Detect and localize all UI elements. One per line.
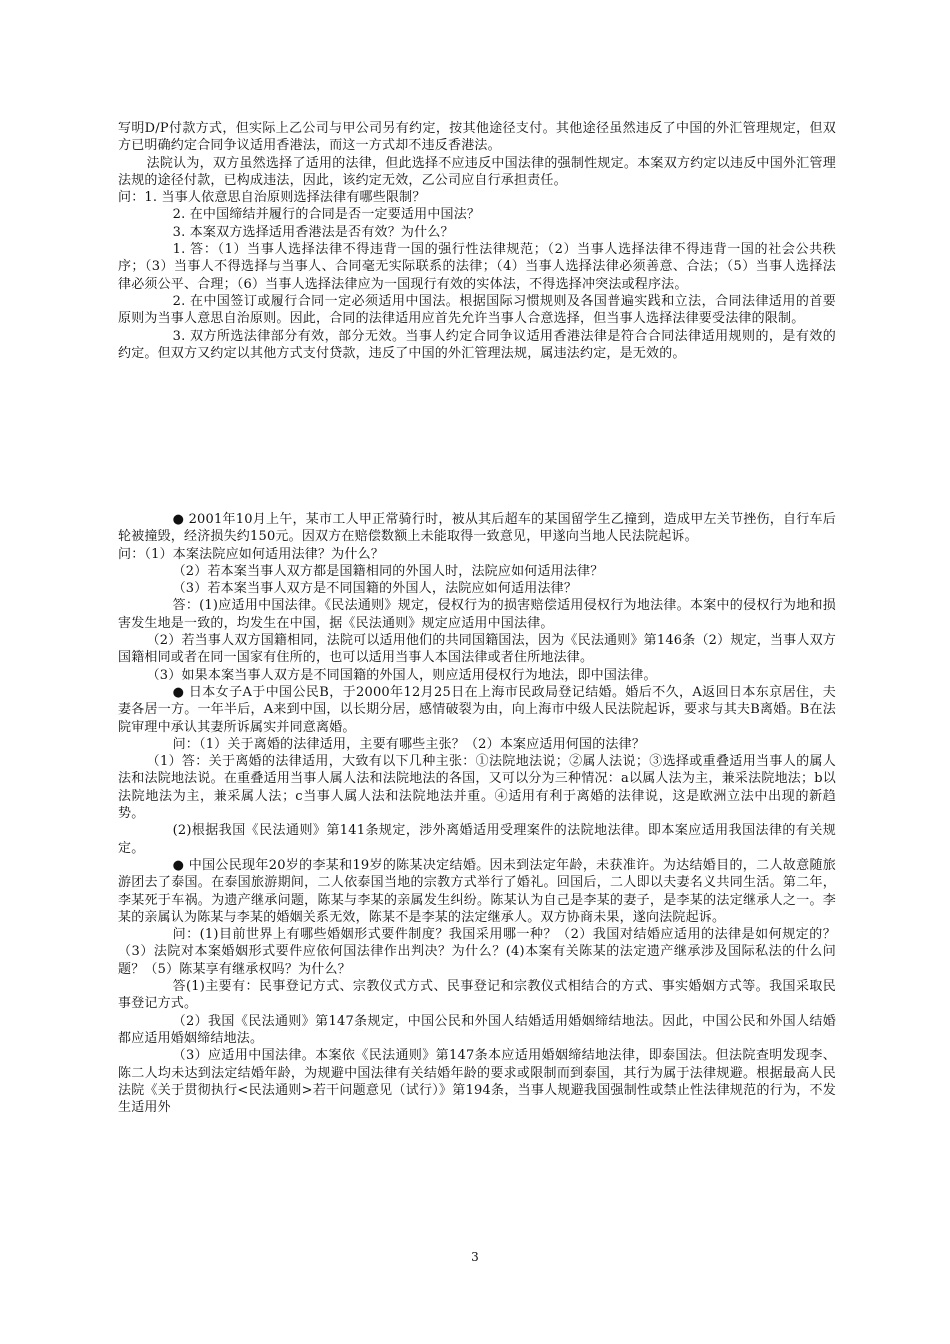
- case-paragraph: ● 中国公民现年20岁的李某和19岁的陈某决定结婚。因未到法定年龄，未获准许。为达结婚目的，二人故意随旅游团去了泰国。在泰国旅游期间，二人依泰国当地的宗教方式举行了婚礼。回国后，二人即以夫妻名义共同生活。第二年，李某死于车祸。为遗产继承问题，陈某与李某的亲属发生纠纷。陈某认为自己是李某的妻子，是李某的法定继承人之一。李某的亲属认为陈某与李某的婚姻关系无效，陈某不是李某的法定继承人。双方协商未果，遂向法院起诉。: [118, 857, 836, 925]
- answer-paragraph: （3）应适用中国法律。本案依《民法通则》第147条本应适用婚姻缔结地法律，即泰国法。但法院查明发现李、陈二人均未达到法定结婚年龄，为规避中国法律有关结婚年龄的要求或限制而到泰国，其行为属于法律规避。根据最高人民法院《关于贯彻执行<民法通则>若干问题意见（试行）》第194条，当事人规避我国强制性或禁止性法律规范的行为，不发生适用外: [118, 1048, 836, 1116]
- case-paragraph: ● 2001年10月上午，某市工人甲正常骑行时，被从其后超车的某国留学生乙撞到，造成甲左关节挫伤，自行车后轮被撞毁，经济损失约150元。因双方在赔偿数额上未能取得一致意见，甲遂向当地人民法院起诉。: [118, 512, 836, 545]
- question-line: 问：（1）本案法院应如何适用法律？为什么？: [118, 546, 384, 562]
- page-number: 3: [471, 1250, 479, 1264]
- answer-paragraph: （3）如果本案当事人双方是不同国籍的外国人，则应适用侵权行为地法，即中国法律。: [146, 667, 657, 683]
- question-line: 3. 本案双方选择适用香港法是否有效？为什么？: [172, 224, 454, 240]
- answer-paragraph: （1）答：关于离婚的法律适用，大致有以下几种主张：①法院地法说；②属人法说；③选择或重叠适用当事人的属人法和法院地法说。在重叠适用当事人属人法和法院地法的各国，又可以分为三种情况：a以属人法为主，兼采法院地法；b以法院地法为主，兼采属人法；c当事人属人法和法院地法并重。④适用有利于离婚的法律说，这是欧洲立法中出现的新趋势。: [118, 754, 836, 822]
- question-line: 2. 在中国缔结并履行的合同是否一定要适用中国法？: [172, 207, 481, 223]
- case-paragraph: ● 日本女子A于中国公民B，于2000年12月25日在上海市民政局登记结婚。婚后不久，A返回日本东京居住，夫妻各居一方。一年半后，A来到中国，以长期分居，感情破裂为由，向上海市中级人民法院起诉，要求与其夫B离婚。B在法院审理中承认其妻所诉属实并同意离婚。: [118, 684, 836, 735]
- question-line: （2）若本案当事人双方都是国籍相同的外国人时，法院应如何适用法律？: [172, 563, 604, 579]
- question-line: 问：（1）关于离婚的法律适用，主要有哪些主张？（2）本案应适用何国的法律？: [172, 736, 646, 752]
- answer-paragraph: (2)根据我国《民法通则》第141条规定，涉外离婚适用受理案件的法院地法律。即本案应适用我国法律的有关规定。: [118, 823, 836, 856]
- section-b: [118, 511, 836, 1116]
- answer-paragraph: 答(1)主要有：民事登记方式、宗教仪式方式、民事登记和宗教仪式相结合的方式、事实婚姻方式等。我国采取民事登记方式。: [118, 979, 836, 1012]
- answer-paragraph: 1. 答：（1）当事人选择法律不得违背一国的强行性法律规范；（2）当事人选择法律不得违背一国的社会公共秩序；（3）当事人不得选择与当事人、合同毫无实际联系的法律；（4）当事人选择法律必须善意、合法；（5）当事人选择法律必须公平、合理；（6）当事人选择法律应为一国现行有效的实体法，不得选择冲突法或程序法。: [118, 242, 836, 292]
- answer-paragraph: 答：(1)应适用中国法律。《民法通则》规定，侵权行为的损害赔偿适用侵权行为地法律。本案中的侵权行为地和损害发生地是一致的，均发生在中国，据《民法通则》规定应适用中国法律。: [118, 598, 836, 631]
- paragraph: 写明D/P付款方式，但实际上乙公司与甲公司另有约定，按其他途径支付。其他途径虽然违反了中国的外汇管理规定，但双方已明确约定合同争议适用香港法，而这一方式却不违反香港法。: [118, 121, 836, 154]
- question-line: 问：1. 当事人依意思自治原则选择法律有哪些限制？: [118, 190, 426, 206]
- answer-paragraph: （2）若当事人双方国籍相同，法院可以适用他们的共同国籍国法，因为《民法通则》第146条（2）规定，当事人双方国籍相同或者在同一国家有住所的，也可以适用当事人本国法律或者住所地法律。: [118, 633, 836, 666]
- answer-paragraph: 3. 双方所选法律部分有效，部分无效。当事人约定合同争议适用香港法律是符合合同法律适用规则的，是有效的约定。但双方又约定以其他方式支付贷款，违反了中国的外汇管理法规，属违法约定，是无效的。: [118, 328, 836, 361]
- section-a: [118, 120, 836, 362]
- answer-paragraph: 2. 在中国签订或履行合同一定必须适用中国法。根据国际习惯规则及各国普遍实践和立法，合同法律适用的首要原则为当事人意思自治原则。因此，合同的法律适用应首先允许当事人合意选择，但当事人选择法律要受法律的限制。: [118, 293, 836, 327]
- question-line: （3）若本案当事人双方是不同国籍的外国人，法院应如何适用法律？: [172, 581, 578, 597]
- paragraph: 法院认为，双方虽然选择了适用的法律，但此选择不应违反中国法律的强制性规定。本案双方约定以违反中国外汇管理法规的途径付款，已构成违法，因此，该约定无效，乙公司应自行承担责任。: [118, 155, 836, 188]
- answer-paragraph: （2）我国《民法通则》第147条规定，中国公民和外国人结婚适用婚姻缔结地法。因此，中国公民和外国人结婚都应适用婚姻缔结地法。: [118, 1013, 836, 1046]
- question-paragraph: 问：(1)目前世界上有哪些婚姻形式要件制度？我国采用哪一种？（2）我国对结婚应适用的法律是如何规定的？（3）法院对本案婚姻形式要件应依何国法律作出判决？为什么？(4)本案有关陈某的法定遗产继承涉及国际私法的什么问题？（5）陈某享有继承权吗？为什么？: [118, 927, 836, 977]
